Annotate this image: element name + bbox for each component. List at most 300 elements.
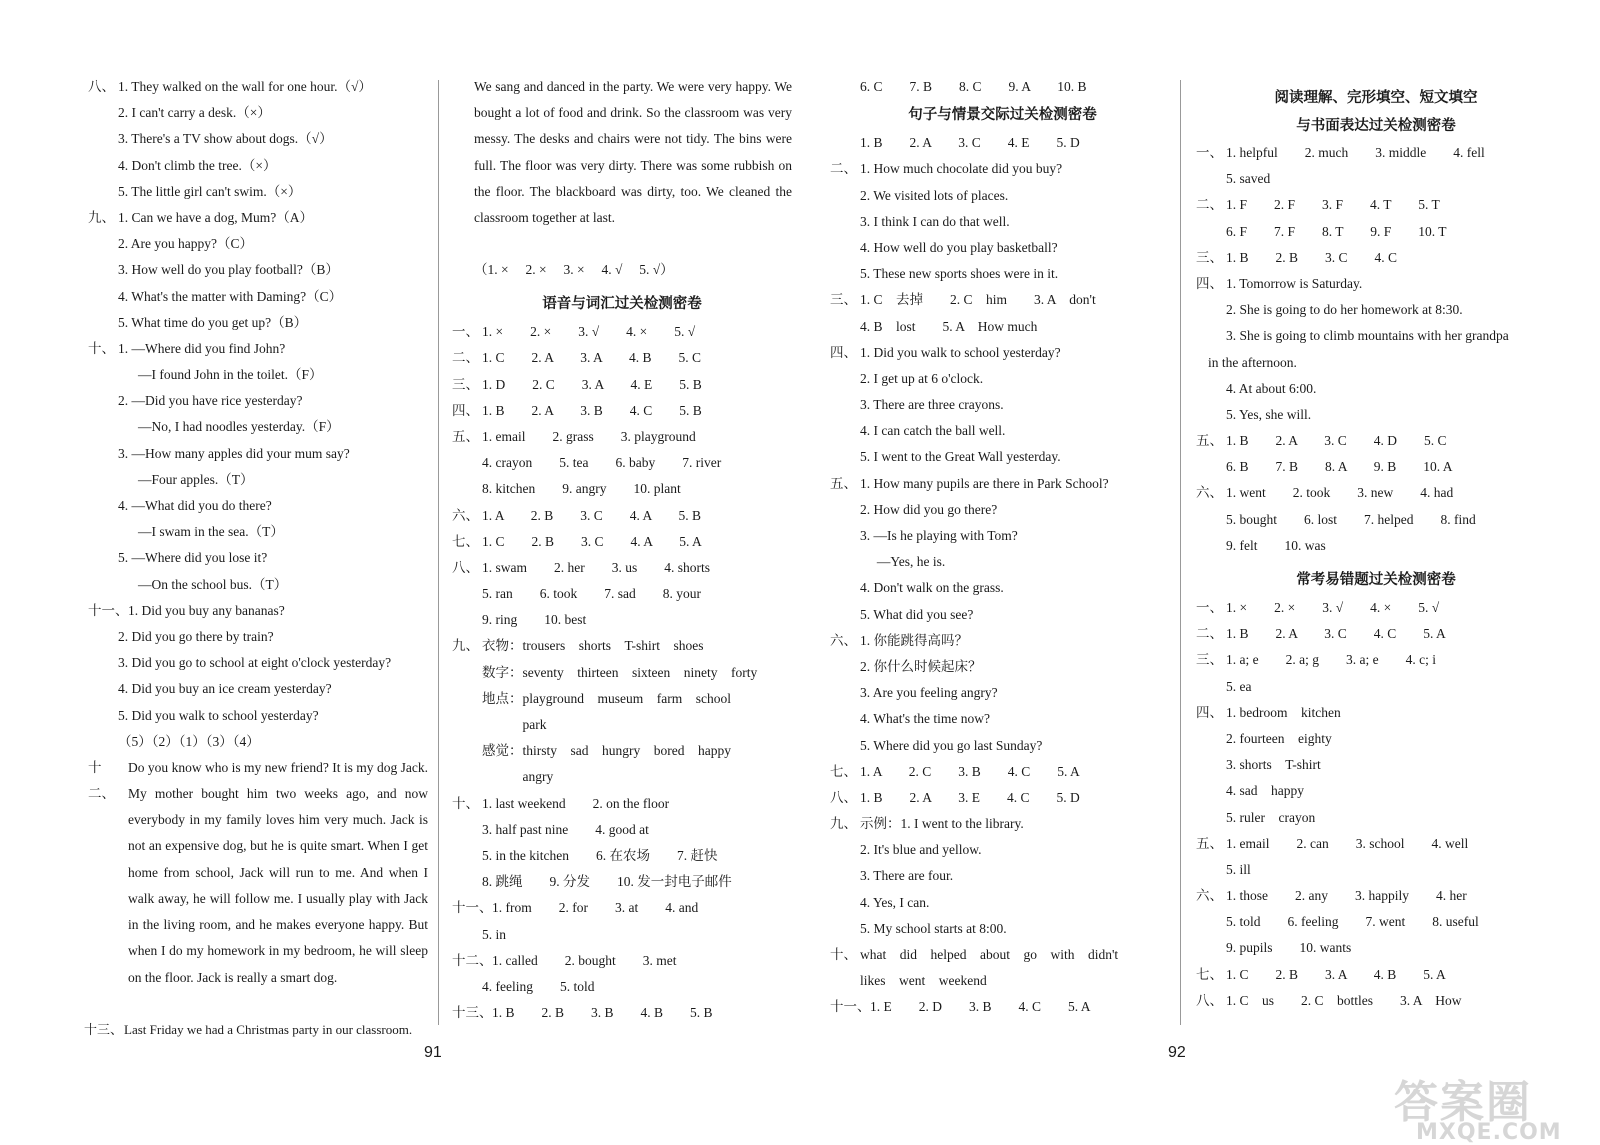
section-label [1196, 935, 1226, 961]
answer-text: 1. email 2. grass 3. playground [482, 428, 696, 444]
answer-text: 1. called 2. bought 3. met [492, 952, 677, 968]
answer-text: 1. A 2. C 3. B 4. C 5. A [860, 763, 1080, 779]
answer-row [830, 418, 1175, 444]
answer-row [452, 843, 792, 869]
answer-row [830, 602, 1175, 628]
answer-row [452, 633, 792, 659]
answer-text: 8. 跳绳 9. 分发 10. 发一封电子邮件 [482, 874, 732, 890]
answer-text: 4. Don't walk on the grass. [860, 580, 1004, 596]
answer-text: 8. kitchen 9. angry 10. plant [482, 481, 681, 497]
section-label: 十一、 [830, 999, 871, 1015]
section-label [830, 183, 860, 209]
section-label [452, 450, 482, 476]
answer-row [452, 764, 792, 790]
answer-text: 4. sad happy [1226, 783, 1304, 799]
answer-row [452, 398, 792, 424]
answer-row [452, 922, 792, 948]
section-label: 十一、 [452, 900, 493, 916]
column-divider-left [438, 80, 439, 1025]
page-number-left: 91 [424, 1044, 442, 1061]
answer-line: 2. Are you happy?（C） [118, 236, 253, 252]
answer-row [1196, 428, 1556, 454]
answer-row [452, 607, 792, 633]
answer-text: 1. D 2. C 3. A 4. E 5. B [482, 376, 702, 392]
section-label: 五、 [452, 428, 479, 444]
answer-row [1196, 323, 1556, 349]
answer-text: 数字：seventy thirteen sixteen ninety forty [482, 664, 758, 680]
answer-row [830, 811, 1175, 837]
answer-text: 6. F 7. F 8. T 9. F 10. T [1226, 223, 1447, 239]
section-label [1196, 297, 1226, 323]
answer-text: 9. ring 10. best [482, 612, 587, 628]
answer-row [830, 916, 1175, 942]
answer-row [452, 686, 792, 712]
answer-text: what did helped about go with didn't [860, 947, 1119, 962]
answer-text: 地点：playground museum farm school [482, 690, 731, 706]
section-label [1196, 533, 1226, 559]
section-label [1196, 454, 1226, 480]
answer-text: 3. There are three crayons. [860, 397, 1004, 413]
answer-row [830, 837, 1175, 863]
column-3 [830, 74, 1175, 1021]
answer-text: 1. swam 2. her 3. us 4. shorts [482, 559, 710, 575]
answer-text: 5. saved [1226, 171, 1271, 187]
answer-text: 1. from 2. for 3. at 4. and [492, 900, 699, 916]
answer-row [830, 209, 1175, 235]
section-label [830, 602, 860, 628]
answer-row [1196, 271, 1556, 297]
section-label [452, 686, 482, 712]
answer-row [830, 340, 1175, 366]
section-label [1196, 376, 1226, 402]
section-label: 一、 [1196, 600, 1223, 615]
answer-line: 5. What time do you get up?（B） [118, 314, 308, 330]
answer-row [1196, 480, 1556, 506]
answer-row [830, 733, 1175, 759]
answer-row [1196, 647, 1556, 673]
section-label: 八、 [1196, 992, 1223, 1008]
section-label [452, 817, 482, 843]
section-subtitle: 与书面表达过关检测密卷 [1296, 118, 1456, 134]
answer-row [452, 660, 792, 686]
answer-row [1196, 883, 1556, 909]
answer-line: —No, I had noodles yesterday.（F） [138, 419, 340, 435]
answer-line: （5）（2）（1）（3）（4） [118, 733, 260, 749]
section-label: 九、 [452, 638, 479, 654]
section-label [1196, 778, 1226, 804]
answer-row [452, 529, 792, 555]
section-label [830, 392, 860, 418]
answer-text: 感觉：thirsty sad hungry bored happy [482, 743, 731, 759]
answer-text: 1. those 2. any 3. happily 4. her [1226, 888, 1467, 904]
section-label [830, 235, 860, 261]
answer-text: 1. B 2. A 3. B 4. C 5. B [482, 402, 702, 418]
section-label [830, 837, 860, 863]
answer-row [830, 549, 1175, 575]
answer-text: 1. Tomorrow is Saturday. [1226, 275, 1363, 291]
answer-list [830, 130, 1175, 1020]
answer-text: 1. F 2. F 3. F 4. T 5. T [1226, 197, 1440, 213]
answer-text: 4. What's the time now? [860, 711, 991, 727]
answer-text: 4. B lost 5. A How much [860, 318, 1038, 334]
answer-row [830, 444, 1175, 470]
answer-row [452, 424, 792, 450]
answer-text: 4. Yes, I can. [860, 894, 930, 910]
answer-row [1196, 726, 1556, 752]
answer-text: 1. B 2. A 3. C 4. D 5. C [1226, 433, 1447, 449]
answer-row [830, 994, 1175, 1020]
section-label: 四、 [452, 402, 479, 418]
section-label [1196, 219, 1226, 245]
answer-text: 1. C us 2. C bottles 3. A How [1226, 992, 1462, 1008]
answer-row [1196, 674, 1556, 700]
answer-text: 1. How many pupils are there in Park School? [860, 475, 1109, 491]
answer-row [1196, 192, 1556, 218]
answer-line: （1. × 2. × 3. × 4. √ 5. √） [474, 262, 674, 277]
section-label [452, 476, 482, 502]
section-label: 八、 [88, 79, 115, 94]
answer-text: 1. How much chocolate did you buy? [860, 161, 1063, 177]
section-label [452, 764, 482, 790]
answer-line: 2. I can't carry a desk.（×） [118, 105, 271, 121]
answer-text: 5. bought 6. lost 7. helped 8. find [1226, 511, 1476, 527]
answer-text: 5. Where did you go last Sunday? [860, 737, 1043, 753]
section-label: 七、 [1196, 966, 1223, 982]
answer-line: —I found John in the toilet.（F） [138, 367, 323, 383]
answer-text: park [482, 717, 547, 732]
section-label [830, 733, 860, 759]
answer-text: 1. went 2. took 3. new 4. had [1226, 485, 1454, 501]
answer-row [1196, 350, 1556, 376]
section-label: 五、 [1196, 835, 1223, 851]
answer-line: 6. C 7. B 8. C 9. A 10. B [860, 79, 1087, 94]
answer-row [830, 392, 1175, 418]
answer-row [830, 628, 1175, 654]
answer-row [1196, 140, 1556, 166]
section-label: 十三、 [84, 1021, 124, 1037]
answer-text: in the afternoon. [1208, 354, 1297, 370]
section-label [830, 314, 860, 340]
answer-text: 4. How well do you play basketball? [860, 239, 1058, 255]
answer-text: 2. 你什么时候起床？ [860, 658, 982, 674]
answer-text: 1. × 2. × 3. √ 4. × 5. √ [482, 324, 696, 340]
answer-text: 6. B 7. B 8. A 9. B 10. A [1226, 459, 1453, 475]
section-label [1196, 752, 1226, 778]
answer-text: 2. I get up at 6 o'clock. [860, 370, 984, 386]
section-label [1196, 805, 1226, 831]
answer-text: 3. She is going to climb mountains with her grandpa [1226, 328, 1509, 344]
answer-text: 1. B 2. B 3. C 4. C [1226, 249, 1398, 265]
section-label [452, 869, 482, 895]
section-label: 九、 [830, 816, 857, 832]
answer-row [1196, 166, 1556, 192]
answer-row [1196, 533, 1556, 559]
section-label [452, 581, 482, 607]
answer-row [830, 968, 1175, 994]
answer-text: 1. A 2. B 3. C 4. A 5. B [482, 507, 702, 523]
answer-row [830, 287, 1175, 313]
answer-row [1196, 700, 1556, 726]
answer-text: 5. ea [1226, 678, 1252, 694]
answer-text: 5. ruler crayon [1226, 809, 1316, 825]
answer-row [452, 712, 792, 738]
answer-row [830, 130, 1175, 156]
answer-row [830, 759, 1175, 785]
passage-text: We sang and danced in the party. We were very happy. We bought a lot of food and drink. So the classroom was very messy. The desks and chairs were not tidy. The bins were full. The floor was very dirty. There was some rubbish on the floor. The blackboard was dirty, too. We cleaned the classroom together at last. [474, 79, 792, 226]
section-label: 一、 [452, 324, 479, 340]
answer-row [830, 471, 1175, 497]
answer-row [830, 575, 1175, 601]
answer-text: 1. C 2. A 3. A 4. B 5. C [482, 350, 702, 366]
answer-text: 3. —Is he playing with Tom? [860, 528, 1018, 543]
section-label [452, 974, 482, 1000]
answer-line: 3. —How many apples did your mum say? [118, 445, 350, 461]
answer-line: 4. —What did you do there? [118, 498, 272, 513]
section-label [452, 922, 482, 948]
section-label [1196, 507, 1226, 533]
answer-line: 4. Did you buy an ice cream yesterday? [118, 681, 332, 697]
answer-text: 1. helpful 2. much 3. middle 4. fell [1226, 145, 1485, 160]
column-4 [1196, 84, 1556, 1014]
section-label: 十、 [88, 340, 115, 356]
section-title: 语音与词汇过关检测密卷 [542, 296, 702, 313]
answer-row [1196, 402, 1556, 428]
section-label [830, 890, 860, 916]
section-label [830, 209, 860, 235]
answer-text: 2. It's blue and yellow. [860, 842, 982, 858]
section-label: 三、 [830, 292, 857, 308]
answer-text: 5. told 6. feeling 7. went 8. useful [1226, 914, 1479, 930]
answer-line: —On the school bus.（T） [138, 576, 288, 592]
section-label [830, 916, 860, 942]
answer-text: 4. I can catch the ball well. [860, 423, 1006, 439]
answer-list [1196, 595, 1556, 1014]
answer-row [830, 366, 1175, 392]
answer-line: 1. They walked on the wall for one hour.（√） [118, 79, 372, 94]
answer-row [1196, 297, 1556, 323]
answer-row [452, 450, 792, 476]
answer-line: 1. Can we have a dog, Mum?（A） [118, 209, 313, 225]
answer-row [1196, 805, 1556, 831]
section-label: 二、 [830, 161, 857, 177]
answer-text: 5. I went to the Great Wall yesterday. [860, 449, 1061, 465]
answer-line: 1. Did you buy any bananas? [128, 602, 285, 618]
answer-text: 1. Did you walk to school yesterday? [860, 344, 1061, 360]
answer-text: 3. shorts T-shirt [1226, 757, 1321, 773]
section-label: 十二、 [452, 952, 493, 968]
passage-text: Do you know who is my new friend? It is my dog Jack. My mother bought him two weeks ago, and now everybody in my family loves him very much. Jack is not an expensive dog, but he is quite smart. When I get home from school, Jack will run to me. And when I walk away, he will follow me. I usually play with Jack in the living room, and he makes everyone happy. But when I do my homework in my bedroom, he will sleep on the floor. Jack is really a smart dog. [128, 759, 428, 985]
section-label: 二、 [1196, 626, 1223, 642]
answer-row [1196, 988, 1556, 1014]
answer-row [1196, 595, 1556, 621]
section-label [830, 130, 860, 156]
section-label [830, 444, 860, 470]
answer-line: —Four apples.（T） [138, 471, 254, 487]
section-label: 四、 [830, 344, 857, 360]
answer-line: 5. Did you walk to school yesterday? [118, 707, 319, 723]
answer-row [1196, 752, 1556, 778]
answer-row [830, 706, 1175, 732]
answer-line: 3. There's a TV show about dogs.（√） [118, 131, 333, 147]
answer-line: 3. Did you go to school at eight o'clock yesterday? [118, 655, 392, 671]
answer-row [1196, 857, 1556, 883]
answer-line: 2. —Did you have rice yesterday? [118, 393, 303, 409]
answer-text: 5. in [482, 926, 507, 942]
answer-text: 9. felt 10. was [1226, 537, 1326, 553]
section-label [830, 497, 860, 523]
section-label [1196, 402, 1226, 428]
answer-row [452, 319, 792, 345]
watermark-logo [1394, 1066, 1562, 1145]
section-label: 六、 [830, 632, 857, 648]
answer-row [452, 345, 792, 371]
answer-text: 1. E 2. D 3. B 4. C 5. A [870, 999, 1091, 1015]
answer-text: 衣物：trousers shorts T-shirt shoes [482, 638, 704, 654]
answer-text: 1. B 2. A 3. E 4. C 5. D [860, 789, 1080, 805]
answer-text: 1. × 2. × 3. √ 4. × 5. √ [1226, 600, 1440, 615]
answer-line: 2. Did you go there by train? [118, 628, 274, 644]
answer-row [1196, 507, 1556, 533]
section-label [830, 680, 860, 706]
section-label: 七、 [452, 533, 479, 549]
section-label [830, 549, 860, 575]
answer-text: 5. ill [1226, 861, 1251, 877]
answer-text: 5. Yes, she will. [1226, 406, 1312, 422]
answer-text: 4. feeling 5. told [482, 978, 595, 994]
section-label: 六、 [1196, 888, 1223, 904]
answer-text: 5. These new sports shoes were in it. [860, 266, 1059, 282]
answer-text: 1. last weekend 2. on the floor [482, 795, 670, 811]
answer-text: 1. B 2. A 3. C 4. C 5. A [1226, 626, 1446, 642]
answer-text: 1. email 2. can 3. school 4. well [1226, 835, 1469, 851]
answer-row [1196, 621, 1556, 647]
answer-list [1196, 140, 1556, 559]
answer-row [452, 974, 792, 1000]
answer-text: 3. I think I can do that well. [860, 213, 1010, 229]
section-label [1196, 166, 1226, 192]
answer-text: 3. Are you feeling angry? [860, 685, 998, 701]
section-label: 四、 [1196, 704, 1223, 720]
answer-line: 5. —Where did you lose it? [118, 550, 268, 566]
answer-text: 1. B 2. B 3. B 4. B 5. B [492, 1005, 713, 1021]
section-label: 五、 [830, 475, 857, 491]
section-label: 四、 [1196, 275, 1223, 291]
answer-line: 4. What's the matter with Daming?（C） [118, 288, 343, 304]
answer-row [830, 497, 1175, 523]
answer-row [830, 261, 1175, 287]
answer-row [1196, 219, 1556, 245]
answer-text: 5. in the kitchen 6. 在农场 7. 赶快 [482, 847, 718, 863]
answer-text: 1. bedroom kitchen [1226, 704, 1341, 720]
passage-text: Last Friday we had a Christmas party in our classroom. [124, 1021, 413, 1037]
section-label: 二、 [1196, 197, 1223, 213]
section-label: 十一、 [88, 602, 129, 618]
answer-row [1196, 245, 1556, 271]
section-label [452, 607, 482, 633]
answer-text: 1. B 2. A 3. C 4. E 5. D [860, 135, 1080, 151]
watermark-text: 答案圈 [1394, 1077, 1532, 1128]
section-label: 五、 [1196, 433, 1223, 449]
page-number-right: 92 [1168, 1044, 1186, 1061]
answer-text: —Yes, he is. [860, 554, 946, 570]
section-label [830, 654, 860, 680]
section-label [452, 660, 482, 686]
answer-line: 5. The little girl can't swim.（×） [118, 183, 302, 199]
section-title: 常考易错题过关检测密卷 [1296, 572, 1456, 588]
section-label: 三、 [1196, 249, 1223, 265]
answer-row [1196, 962, 1556, 988]
section-label [452, 712, 482, 738]
section-label: 十三、 [452, 1005, 493, 1021]
watermark-url: MXQE.COM [1416, 1120, 1562, 1145]
answer-line: —I swam in the sea.（T） [138, 524, 284, 540]
section-title: 句子与情景交际过关检测密卷 [908, 107, 1097, 124]
section-label [830, 261, 860, 287]
section-label: 十二、 [88, 759, 115, 802]
answer-row [452, 948, 792, 974]
answer-row [830, 942, 1175, 968]
answer-row [830, 314, 1175, 340]
section-label: 二、 [452, 350, 479, 366]
answer-row [452, 555, 792, 581]
answer-row [830, 785, 1175, 811]
section-label [830, 575, 860, 601]
answer-text: 2. She is going to do her homework at 8:30. [1226, 302, 1463, 318]
section-label: 八、 [830, 789, 857, 805]
answer-text: 5. ran 6. took 7. sad 8. your [482, 586, 701, 602]
answer-row [830, 863, 1175, 889]
answer-row [830, 890, 1175, 916]
section-label: 三、 [1196, 652, 1223, 668]
answer-text: 示例：1. I went to the library. [860, 816, 1024, 832]
section-label: 六、 [1196, 485, 1223, 501]
section-label [1196, 909, 1226, 935]
section-label [830, 706, 860, 732]
answer-row [1196, 778, 1556, 804]
answer-text: 2. We visited lots of places. [860, 187, 1009, 203]
answer-row [452, 869, 792, 895]
section-label: 八、 [452, 559, 479, 575]
answer-text: 2. fourteen eighty [1226, 730, 1332, 746]
answer-line: 3. How well do you play football?（B） [118, 262, 339, 278]
section-label [830, 523, 860, 549]
section-label: 九、 [88, 209, 115, 225]
answer-row [1196, 831, 1556, 857]
answer-list [452, 319, 792, 1026]
section-label: 十、 [452, 795, 479, 811]
column-2 [452, 74, 792, 1026]
answer-row [830, 523, 1175, 549]
answer-row [452, 738, 792, 764]
answer-line: 1. —Where did you find John? [118, 340, 286, 356]
answer-text: 1. C 2. B 3. C 4. A 5. A [482, 533, 702, 549]
answer-row [452, 895, 792, 921]
answer-text: 3. There are four. [860, 868, 954, 884]
answer-row [1196, 376, 1556, 402]
answer-row [452, 817, 792, 843]
answer-row [830, 654, 1175, 680]
answer-row [452, 476, 792, 502]
section-label [1196, 323, 1226, 349]
column-divider-right [1180, 80, 1181, 1025]
answer-text: 9. pupils 10. wants [1226, 940, 1352, 956]
section-title: 阅读理解、完形填空、短文填空 [1274, 90, 1478, 106]
answer-text: 2. How did you go there? [860, 501, 998, 517]
column-1 [84, 74, 428, 1043]
answer-row [452, 503, 792, 529]
section-label [1196, 350, 1208, 376]
answer-text: 1. C 去掉 2. C him 3. A don't [860, 292, 1096, 308]
